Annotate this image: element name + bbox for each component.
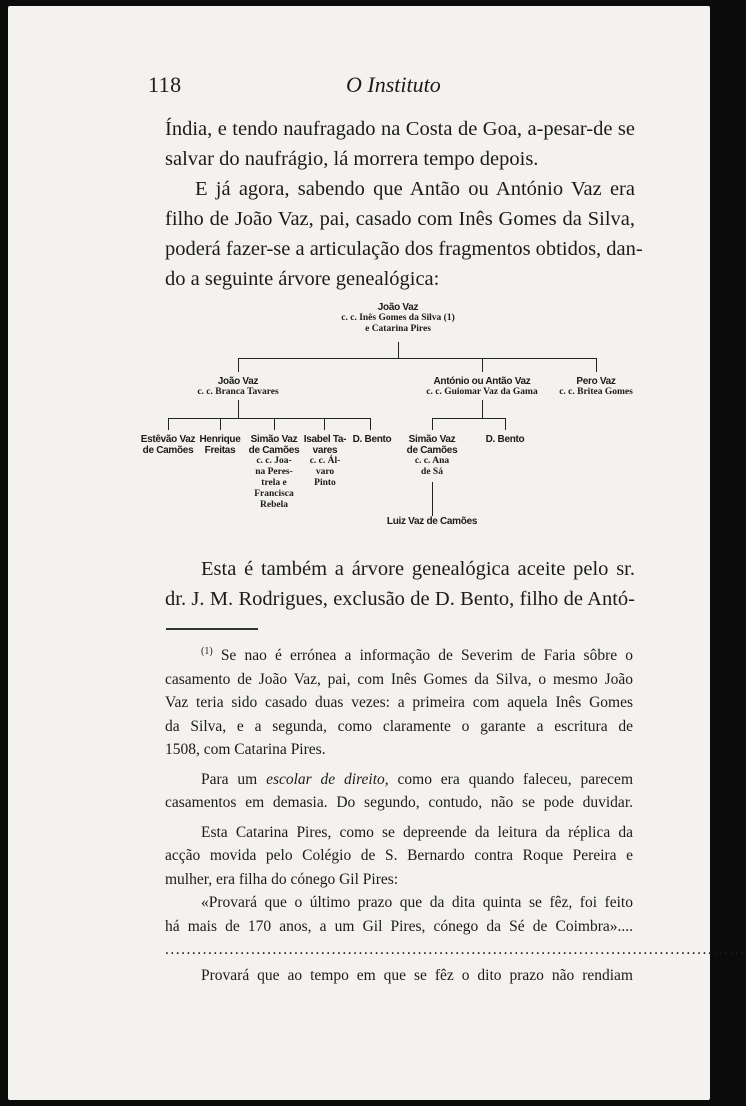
text-line: Esta Catarina Pires, como se depreende da leitura da réplica da <box>201 823 633 841</box>
tree-connector <box>482 358 483 372</box>
node-name: Pero Vaz <box>576 376 616 387</box>
node-spouse: trela e <box>261 478 287 488</box>
tree-connector <box>482 400 483 418</box>
tree-node-simao-vaz-b <box>402 434 462 478</box>
tree-node-henrique-freitas <box>194 434 246 456</box>
footnote-3 <box>165 821 633 892</box>
node-spouse: c. c. Ana <box>414 456 450 466</box>
node-spouse: c. c. Inês Gomes da Silva (1) <box>341 313 455 323</box>
text-line: poderá fazer-se a articulação dos fragmentos obtidos, dan- <box>165 238 643 260</box>
tree-node-simao-vaz <box>246 434 302 511</box>
ellipsis-dots: ............................................................................................................ <box>165 941 746 959</box>
text-line: filho de João Vaz, pai, casado com Inês Gomes da Silva, <box>165 208 635 230</box>
node-name: Simão Vaz <box>250 434 298 445</box>
node-spouse: c. c. Ál- <box>309 456 341 466</box>
tree-connector <box>370 418 371 430</box>
text-line: dr. J. M. Rodrigues, exclusão de D. Bento, filho de Antó- <box>165 588 635 610</box>
footnote-marker: (1) <box>201 646 213 657</box>
tree-connector <box>274 418 275 430</box>
tree-connector <box>238 358 239 372</box>
node-spouse: varo <box>315 467 335 477</box>
text-line <box>165 768 633 792</box>
tree-connector <box>432 418 433 430</box>
footnote-5 <box>165 964 633 988</box>
footnote-2 <box>165 768 633 815</box>
footnote-1 <box>165 640 633 762</box>
node-spouse: Rebela <box>260 500 288 510</box>
node-spouse: e Catarina Pires <box>365 324 431 334</box>
tree-connector <box>505 418 506 430</box>
tree-node-d-bento-b <box>482 434 528 445</box>
text-line: 1508, com Catarina Pires. <box>165 741 326 759</box>
tree-connector <box>168 418 371 419</box>
italic-phrase: escolar de direito, <box>266 770 389 788</box>
tree-connector <box>432 482 433 516</box>
footnote-rule <box>166 628 258 630</box>
node-spouse: Pinto <box>314 478 336 488</box>
tree-node-luiz-vaz-camoes <box>382 516 482 527</box>
text-line: Provará que ao tempo em que se fêz o dito prazo não rendiam <box>201 966 633 984</box>
node-name: João Vaz <box>377 302 419 313</box>
text-line: há mais de 170 anos, a um Gil Pires, cónego da Sé de Coimbra».... <box>165 917 633 935</box>
tree-connector <box>238 358 597 359</box>
tree-connector <box>398 342 399 358</box>
text-line: Esta é também a árvore genealógica aceite pelo sr. <box>201 558 635 580</box>
paragraph-1 <box>165 114 635 174</box>
node-name: António ou Antão Vaz <box>433 376 531 387</box>
node-name: D. Bento <box>352 434 392 445</box>
node-name: Freitas <box>204 445 236 456</box>
node-name: Isabel Ta- <box>303 434 347 445</box>
text-line: Índia, e tendo naufragado na Costa de Goa, a-pesar-de se <box>165 118 635 140</box>
tree-connector <box>324 418 325 430</box>
node-name: Luiz Vaz de Camões <box>386 516 478 527</box>
node-name: D. Bento <box>485 434 525 445</box>
tree-node-estevao-vaz <box>138 434 198 456</box>
text-line: Vaz teria sido casado duas vezes: a primeira com aquela Inês Gomes <box>165 694 633 712</box>
running-title: O Instituto <box>346 72 441 97</box>
tree-node-d-bento-a <box>350 434 394 445</box>
page-number: 118 <box>148 72 182 97</box>
text-line: casamento de João Vaz, pai, com Inês Gomes da Silva, o mesmo João <box>165 670 633 688</box>
tree-node-isabel-tavares <box>298 434 352 489</box>
node-name: Simão Vaz <box>408 434 456 445</box>
text-line: E já agora, sabendo que Antão ou António Vaz era <box>195 178 635 200</box>
text-line: salvar do naufrágio, lá morrera tempo depois. <box>165 148 539 170</box>
node-spouse: c. c. Joa- <box>256 456 292 466</box>
node-spouse: c. c. Branca Tavares <box>197 387 279 397</box>
tree-connector <box>220 418 221 430</box>
node-spouse: c. c. Britea Gomes <box>559 387 633 397</box>
node-spouse: de Sá <box>421 467 443 477</box>
node-spouse: na Peres- <box>255 467 293 477</box>
node-name: vares <box>312 445 338 456</box>
node-name: João Vaz <box>217 376 259 387</box>
tree-connector <box>432 418 506 419</box>
text-line: do a seguinte árvore genealógica: <box>165 268 440 290</box>
node-name: de Camões <box>248 445 300 456</box>
tree-node-root <box>298 302 498 335</box>
node-spouse: c. c. Guiomar Vaz da Gama <box>426 387 538 397</box>
node-name: Henrique <box>199 434 241 445</box>
footnote-4 <box>165 891 633 938</box>
text-line: casamentos em demasia. Do segundo, contudo, não se pode duvidar. <box>165 794 633 812</box>
page-header <box>148 72 648 102</box>
node-name: de Camões <box>406 445 458 456</box>
text-line: da Silva, e a segunda, como claramente o garante a escritura de <box>165 717 633 735</box>
tree-node-pero-vaz <box>546 376 646 398</box>
genealogy-tree <box>140 296 638 536</box>
text-fragment: como era quando faleceu, parecem <box>388 770 633 788</box>
text-fragment: Para um <box>201 770 267 788</box>
text-line: mulher, era filha do cónego Gil Pires: <box>165 870 399 888</box>
text-line <box>165 640 633 668</box>
text-line: «Provará que o último prazo que da dita quinta se fêz, foi feito <box>201 894 633 912</box>
tree-connector <box>168 418 169 430</box>
tree-node-joao-vaz-filho <box>158 376 318 398</box>
paragraph-2 <box>165 174 643 294</box>
node-name: de Camões <box>142 445 194 456</box>
tree-connector <box>238 400 239 418</box>
tree-connector <box>596 358 597 372</box>
text-fragment: Se nao é errónea a informação de Severim de Faria sôbre o <box>220 647 634 665</box>
node-spouse: Francisca <box>254 489 294 499</box>
paragraph-3 <box>165 554 635 614</box>
node-name: Estêvão Vaz <box>140 434 196 445</box>
tree-node-antonio-vaz <box>392 376 572 398</box>
footnotes <box>165 640 746 987</box>
text-line: acção movida pelo Colégio de S. Bernardo contra Roque Pereira e <box>165 847 633 865</box>
